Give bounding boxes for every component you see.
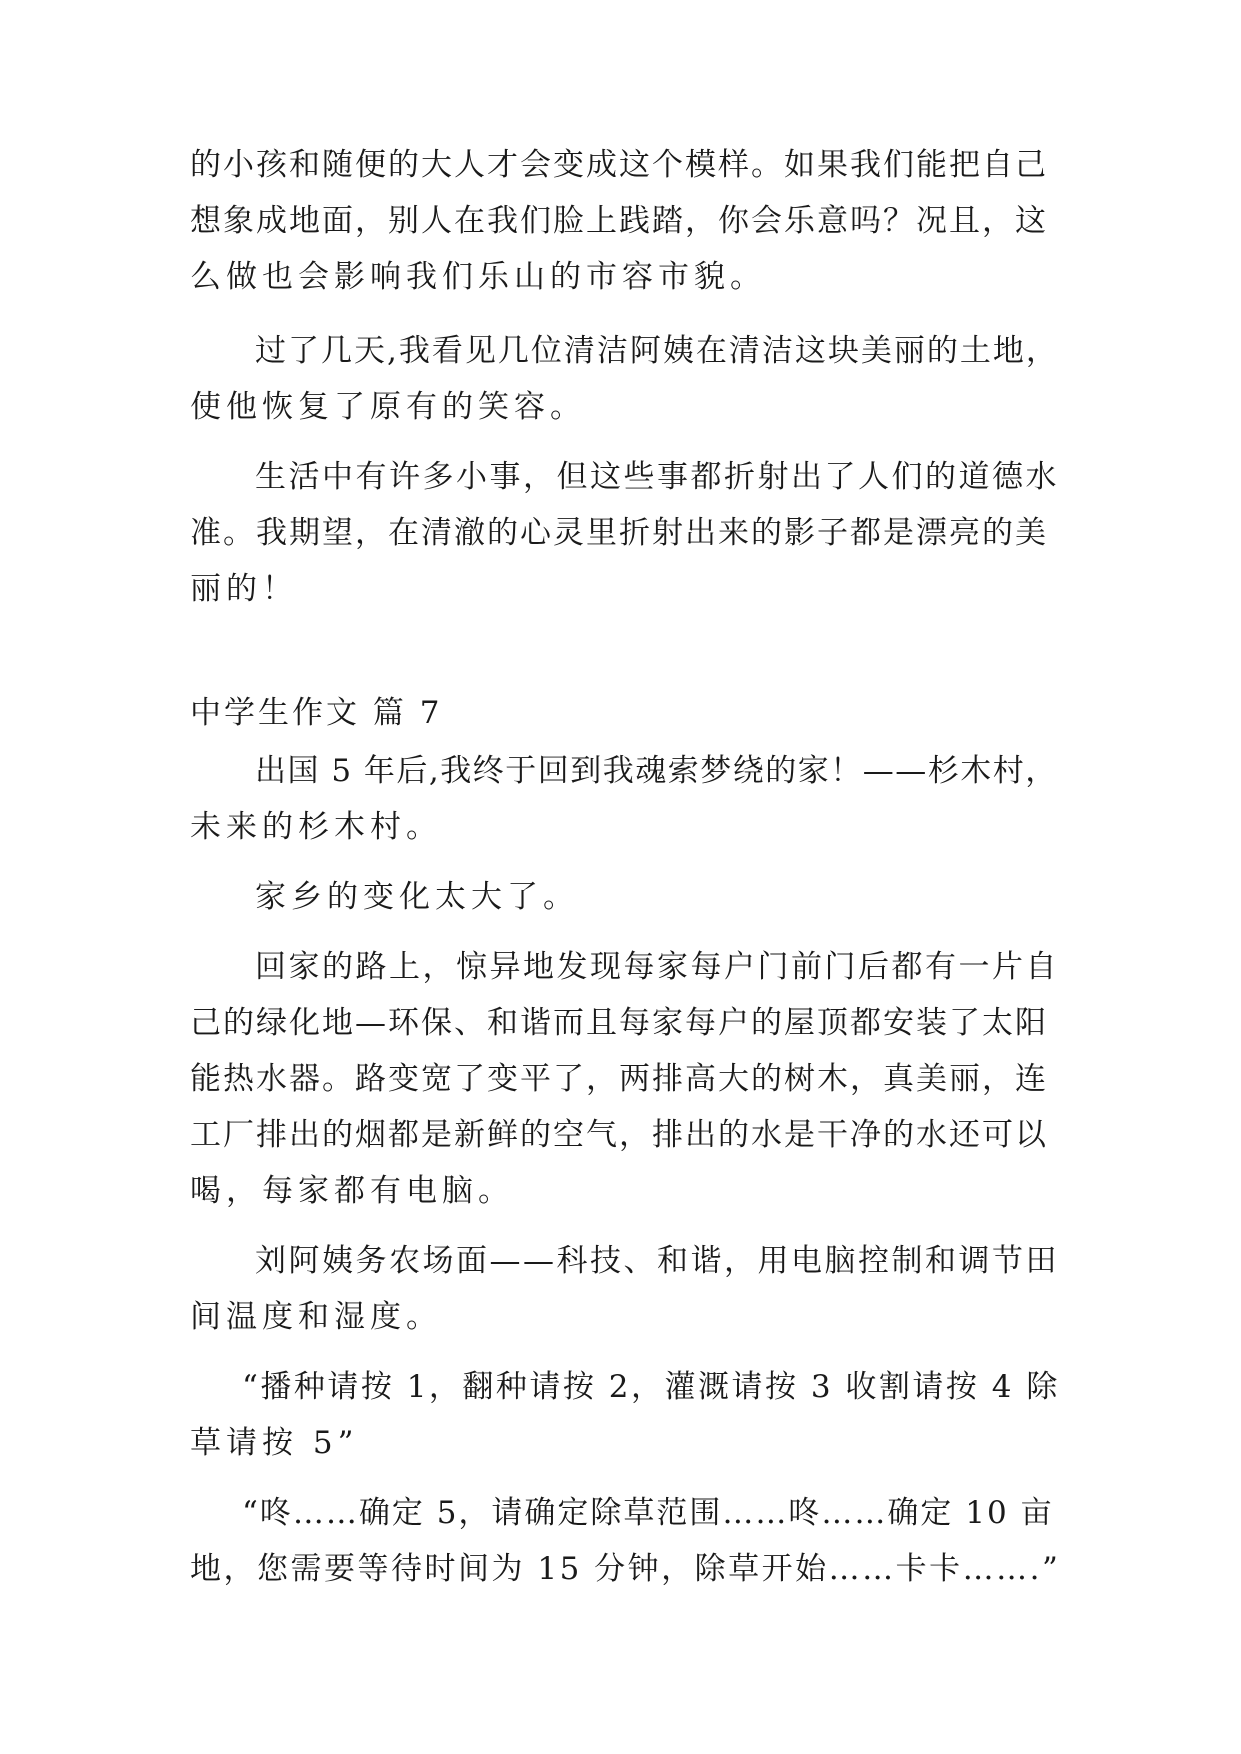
paragraph-line: 草请按 5” xyxy=(190,1425,359,1461)
paragraph-line: 想象成地面，别人在我们脸上践踏，你会乐意吗？况且，这 xyxy=(190,203,1048,239)
paragraph-line: 未来的杉木村。 xyxy=(190,809,442,845)
paragraph-line: “咚……确定 5，请确定除草范围……咚……确定 10 亩 xyxy=(242,1495,1054,1531)
paragraph-line: 生活中有许多小事，但这些事都折射出了人们的道德水 xyxy=(255,459,1059,495)
section-heading: 中学生作文 篇 7 xyxy=(190,695,443,731)
paragraph-line: 回家的路上，惊异地发现每家每户门前门后都有一片自 xyxy=(255,949,1059,985)
paragraph-line: 家乡的变化太大了。 xyxy=(255,879,579,915)
paragraph-line: “播种请按 1，翻种请按 2，灌溉请按 3 收割请按 4 除 xyxy=(242,1369,1060,1405)
paragraph-line: 出国 5 年后,我终于回到我魂索梦绕的家！——杉木村， xyxy=(255,753,1058,789)
paragraph-line: 的小孩和随便的大人才会变成这个模样。如果我们能把自己 xyxy=(190,147,1048,183)
paragraph-line: 己的绿化地—环保、和谐而且每家每户的屋顶都安装了太阳 xyxy=(190,1005,1048,1041)
paragraph-line: 能热水器。路变宽了变平了，两排高大的树木，真美丽，连 xyxy=(190,1061,1048,1097)
paragraph-line: 过了几天,我看见几位清洁阿姨在清洁这块美丽的土地， xyxy=(255,333,1059,369)
paragraph-line: 准。我期望，在清澈的心灵里折射出来的影子都是漂亮的美 xyxy=(190,515,1048,551)
paragraph-line: 地，您需要等待时间为 15 分钟，除草开始……卡卡…….” xyxy=(190,1551,1061,1587)
paragraph-line: 使他恢复了原有的笑容。 xyxy=(190,389,586,425)
paragraph-line: 么做也会影响我们乐山的市容市貌。 xyxy=(190,259,766,295)
paragraph-line: 工厂排出的烟都是新鲜的空气，排出的水是干净的水还可以 xyxy=(190,1117,1048,1153)
paragraph-line: 间温度和湿度。 xyxy=(190,1299,442,1335)
paragraph-line: 丽的！ xyxy=(190,571,298,607)
paragraph-line: 喝，每家都有电脑。 xyxy=(190,1173,514,1209)
paragraph-line: 刘阿姨务农场面——科技、和谐，用电脑控制和调节田 xyxy=(255,1243,1059,1279)
